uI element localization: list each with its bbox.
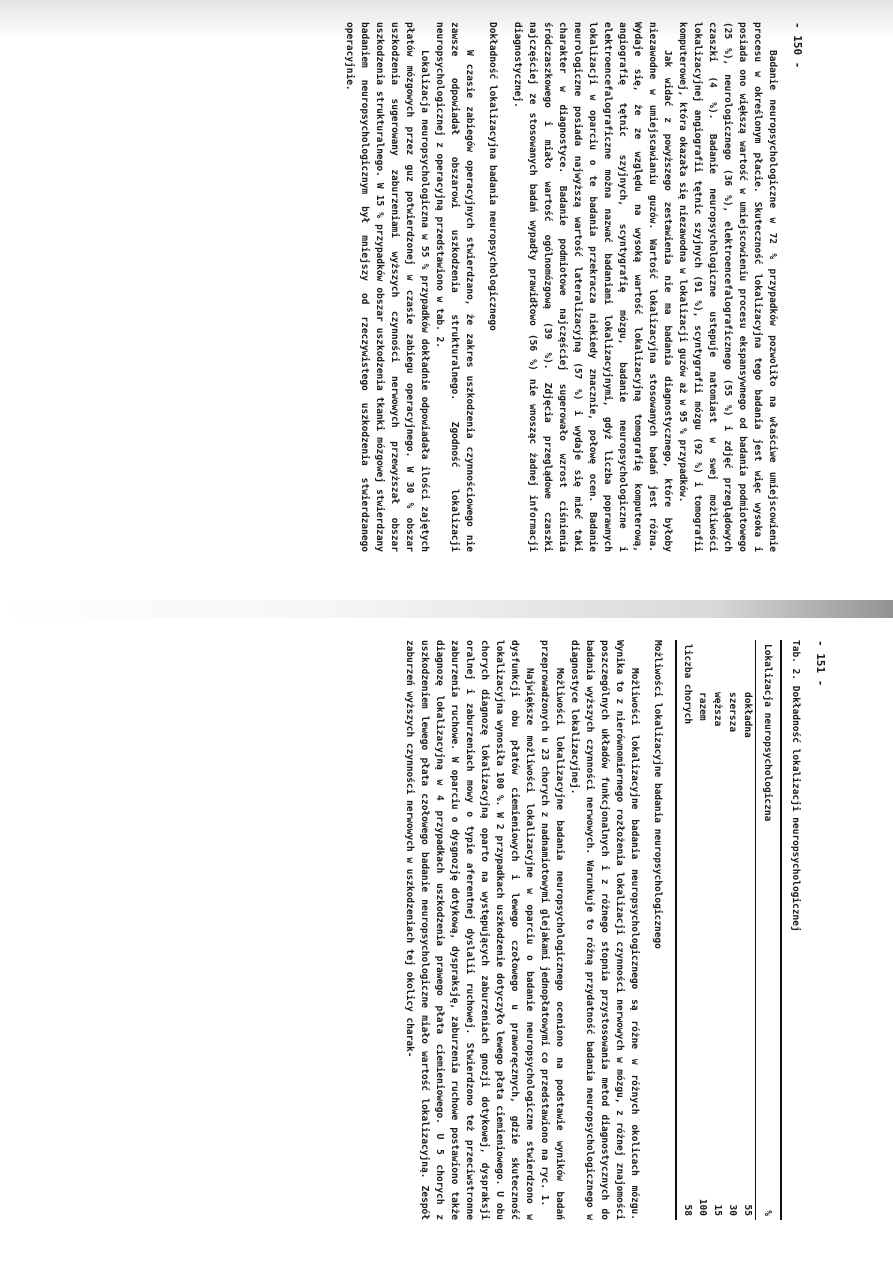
section-heading: Możliwości lokalizacyjne badania neuropsychologicznego xyxy=(652,640,663,949)
row-label: liczba chorych xyxy=(676,640,695,1152)
paragraph: Możliwości lokalizacyjne badania neuropsychologicznego są różne w różnych okolicach mózgu. Wynika to z nierównomiernego rozłożenia lokalizacji czynności nerwowych w mózgu, z różnej znajomości poszczególnych układów funkcjonalnych i z różnego stopnia przystosowania metod diagnostycznych do badania wyższych czynności nerwowych. Warunkuje to różną przydatność badania neuropsychologicznego w diagnostyce lokalizacyjnej. xyxy=(569,640,640,1220)
row-label: szersza xyxy=(727,692,738,733)
paragraph: W czasie zabiegów operacyjnych stwierdzano, że zakres uszkodzenia czynnościowego nie zawsze odpowiadał obszarowi uszkodzenia strukturalnego. Zgodność lokalizacji neuropsychologicznej z operacyjną przedstawiono w tab. 2. xyxy=(434,22,475,552)
col-header: % xyxy=(756,1152,778,1220)
table-row xyxy=(725,640,740,1220)
paragraph: Badanie neuropsychologiczne w 72 % przypadków pozwoliło na właściwe umiejscowienie procesu w określonym płacie. Skuteczność lokalizacyjna tego badania jest więc wysoka i posiada ono większą wartość w umiejscowieniu procesu ekspansywnego od badania podmiotowego (25 %), neurologicznego (36 %), elektroencefalograficznego (55 %) i zdjęć przeglądowych czaszki (4 %). Badanie neuropsychologiczne ustępuje natomiast w swej możliwości lokalizacyjnej angiografii tętnic szyjnych (91 %), scyntygrafii mózgu (92 %) i tomografii komputerowej, która okazała się niezawodna w lokalizacji guzów aż w 95 % przypadków. xyxy=(677,22,778,552)
table-row xyxy=(740,640,756,1220)
row-value: 58 xyxy=(676,1152,695,1220)
paragraph: Jak widać z powyższego zestawienia nie ma badania diagnostycznego, które byłoby niezawodne w umiejscawianiu guzów. Wartość lokalizacyjna stosowanych badań jest różna. Wydaje się, że ze względu na wysoką wartość lokalizacyjną tomografię komputerową, angiografię tętnic szyjnych, scyntygrafię mózgu, badanie neuropsychologiczne i elektroencefalograficzne można nazwać badaniami lokalizacyjnymi, gdyż liczba poprawnych lokalizacji w oparciu o te badania przekracza niekiedy znacznie, połowę ocen. Badanie neurologiczne posiada najwyższą wartość lateralizacyjną (57 %) i wydaje się mieć taki charakter w diagnostyce. Badanie podmiotowe najczęściej sugerowało wzrost ciśnienia śródczaszkowego i miało wartość ogólnomózgową (39 %). Zdjęcia przeglądowe czaszki najczęściej ze stosowanych badań wypadły prawidłowo (56 %) nie wnosząc żadnej informacji diagnostycznej. xyxy=(512,22,673,552)
row-label: węższa xyxy=(712,692,723,727)
row-label: dokładna xyxy=(742,692,753,738)
paragraph: Możliwości lokalizacyjne badania neuropsychologicznego oceniono na podstawie wyników badań przeprowadzonych u 23 chorych z nadnamiotowymi glejakami jednopłatowymi co przedstawiono na ryc. 1. xyxy=(539,640,565,1220)
page-fold-shadow xyxy=(0,600,893,618)
row-value: 15 xyxy=(712,1204,723,1216)
page-150 xyxy=(342,22,805,552)
paragraph: Największe możliwości lokalizacyjne w oparciu o badanie neuropsychologiczne stwierdzono w dysfunkcji obu płatów ciemieniowych i lewego czołowego u praworęcznych, gdzie skuteczność lokalizacyjna wynosiła 100 %. W 2 przypadkach uszkodzenie dotyczyło lewego płata ciemieniowego. U obu chorych diagnozę lokalizacyjną oparto na występujących zaburzeniach gnozji dotykowej, dyspraksji oralnej i zaburzeniach mowy o typie aferentnej dyslalii ruchowej. Stwierdzono też przeciwstronne zaburzenia ruchowe. W oparciu o dysgnozję dotykową, dyspraksję, zaburzenia ruchowe postawiono także diagnozę lokalizacyjną w 4 przypadkach uszkodzenia prawego płata ciemieniowego. U 5 chorych z uszkodzeniem lewego płata czołowego badanie neuropsychologiczne miało wartość lokalizacyjną. Zespół zaburzeń wyższych czynności nerwowych w uszkodzeniach tej okolicy charak- xyxy=(404,640,535,1220)
table-2 xyxy=(675,640,782,1220)
paragraph: Lokalizacja neuropsychologiczna w 55 % przypadków dokładnie odpowiadała ilości zajętych płatów mózgowych przez guz potwierdzonej w czasie zabiegu operacyjnego. W 30 % obszar uszkodzenia sugerowany zaburzeniami wyższych czynności nerwowych przewyższał obszar uszkodzenia strukturalnego. W 15 % przypadków obszar uszkodzenia tkanki mózgowej stwierdzany badaniem neuropsychologicznym był mniejszy od rzeczywistego uszkodzenia stwierdzanego operacyjnie. xyxy=(344,22,430,552)
table-row xyxy=(676,640,695,1220)
col-header: Lokalizacja neuropsychologiczna xyxy=(756,640,778,1152)
page-151 xyxy=(402,640,828,1220)
row-value: 30 xyxy=(727,1204,738,1216)
section-heading: Dokładność lokalizacyjna badania neuropsychologicznego xyxy=(487,22,498,331)
page-number: - 150 - xyxy=(791,22,804,69)
table-caption: Tab. 2. Dokładność lokalizacji neuropsychologicznej xyxy=(790,640,801,932)
row-value: 100 xyxy=(697,1198,708,1216)
row-label: razem xyxy=(697,692,708,721)
table-row xyxy=(695,640,710,1220)
page-number: - 151 - xyxy=(814,640,827,687)
row-value: 55 xyxy=(742,1204,753,1216)
table-row xyxy=(710,640,725,1220)
